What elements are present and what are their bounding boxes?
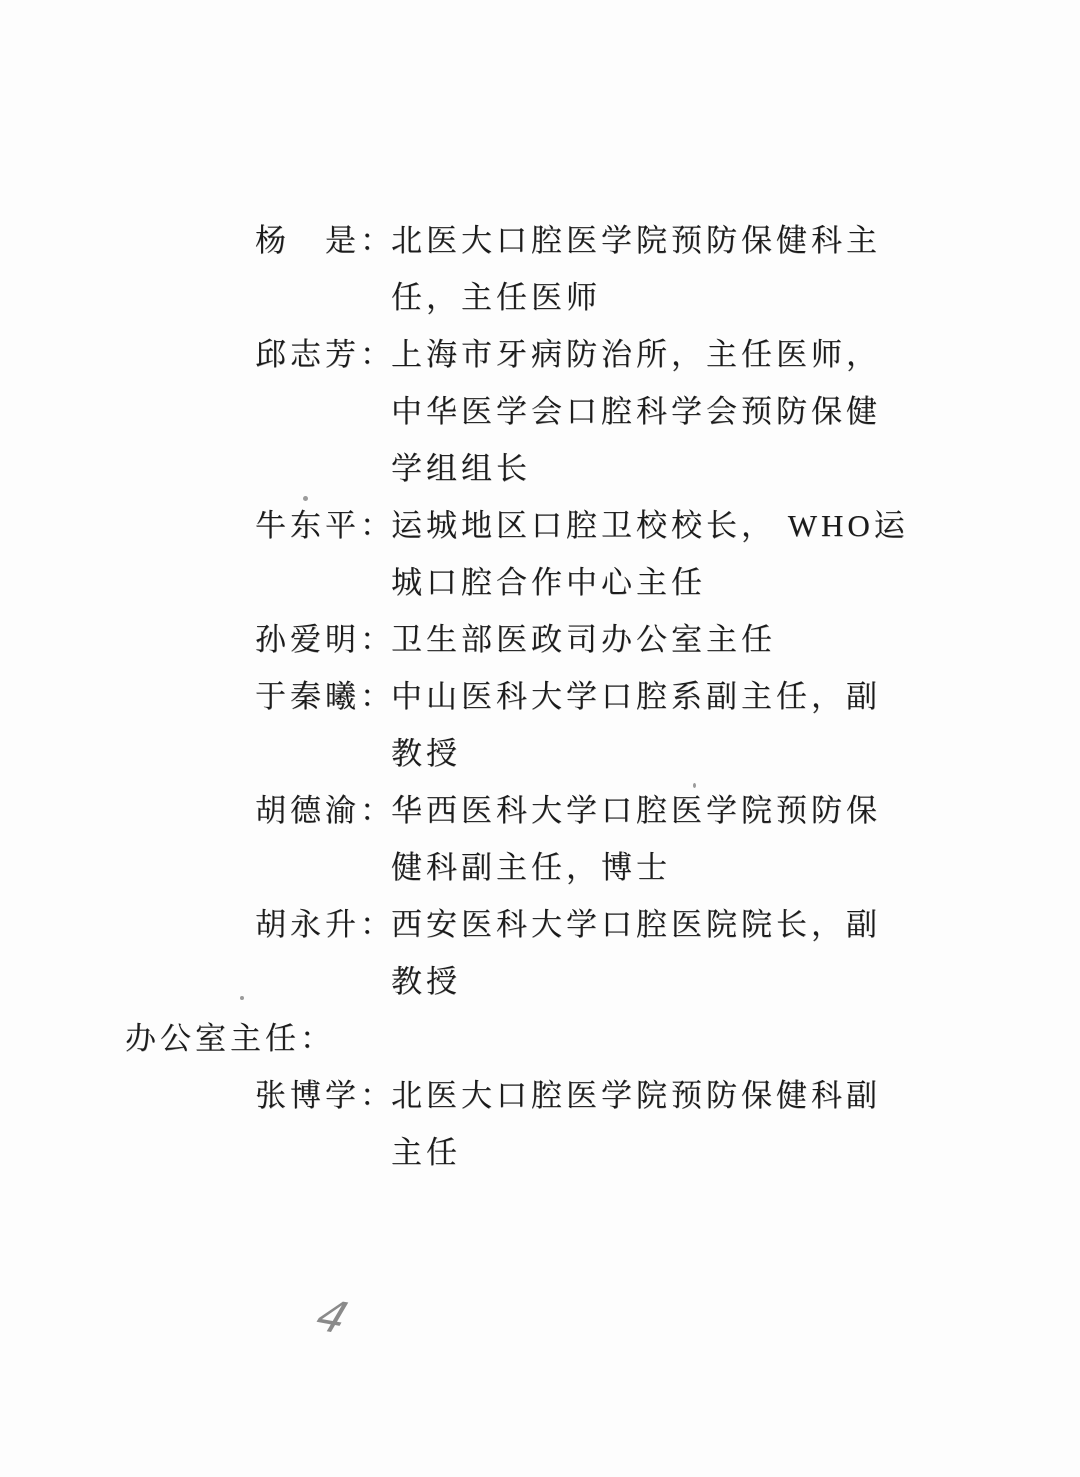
- entry-name: 牛东平：: [255, 508, 395, 543]
- entry-role-line: 西安医科大学口腔医院院长，副: [391, 907, 881, 942]
- roster-entry: [255, 611, 909, 668]
- roster-entry: [255, 668, 909, 782]
- entry-line: [255, 782, 909, 839]
- entry-role-line: 城口腔合作中心主任: [391, 565, 706, 600]
- entry-role-line: 健科副主任，博士: [391, 850, 671, 885]
- entry-line: [255, 611, 909, 668]
- entry-role-line: 华西医科大学口腔医学院预防保: [391, 793, 881, 828]
- section-heading: 办公室主任：: [125, 1021, 335, 1056]
- entry-line: [255, 668, 909, 725]
- entry-role-line: 学组组长: [391, 451, 531, 486]
- roster-entry: [255, 497, 909, 611]
- entry-line: [255, 212, 909, 269]
- entry-role-line: 北医大口腔医学院预防保健科主: [391, 223, 881, 258]
- entry-role-line: 卫生部医政司办公室主任: [391, 622, 776, 657]
- scan-speck: [693, 783, 696, 788]
- entry-name: 杨 是：: [255, 223, 395, 258]
- entry-role-line: 教授: [391, 964, 461, 999]
- roster-entry: [255, 1067, 909, 1181]
- entry-name: 邱志芳：: [255, 337, 395, 372]
- roster-entry: [255, 782, 909, 896]
- entry-role-line: 中山医科大学口腔系副主任，副: [391, 679, 881, 714]
- entry-role-line: 任，主任医师: [391, 280, 601, 315]
- entry-line: [255, 1067, 909, 1124]
- entry-name: 于秦曦：: [255, 679, 395, 714]
- entry-role-line: 教授: [391, 736, 461, 771]
- entry-line: [255, 326, 909, 383]
- entry-line: [255, 497, 909, 554]
- entry-role-line: 主任: [391, 1135, 461, 1170]
- roster-entry: [255, 326, 909, 497]
- entry-line: [255, 896, 909, 953]
- scan-speck: [240, 996, 244, 1000]
- handwritten-page-number: 4: [309, 1290, 355, 1345]
- entry-role-line: 北医大口腔医学院预防保健科副: [391, 1078, 881, 1113]
- entry-name: 胡永升：: [255, 907, 395, 942]
- entry-name: 张博学：: [255, 1078, 395, 1113]
- scan-speck: [303, 496, 308, 501]
- roster-list: [125, 212, 909, 1181]
- roster-entry: [255, 896, 909, 1010]
- entry-role-line: 运城地区口腔卫校校长， WHO运: [391, 508, 909, 543]
- roster-entry: [255, 212, 909, 326]
- entry-role-line: 上海市牙病防治所，主任医师，: [391, 337, 881, 372]
- entry-role-line: 中华医学会口腔科学会预防保健: [391, 394, 881, 429]
- entry-name: 孙爱明：: [255, 622, 395, 657]
- entry-name: 胡德渝：: [255, 793, 395, 828]
